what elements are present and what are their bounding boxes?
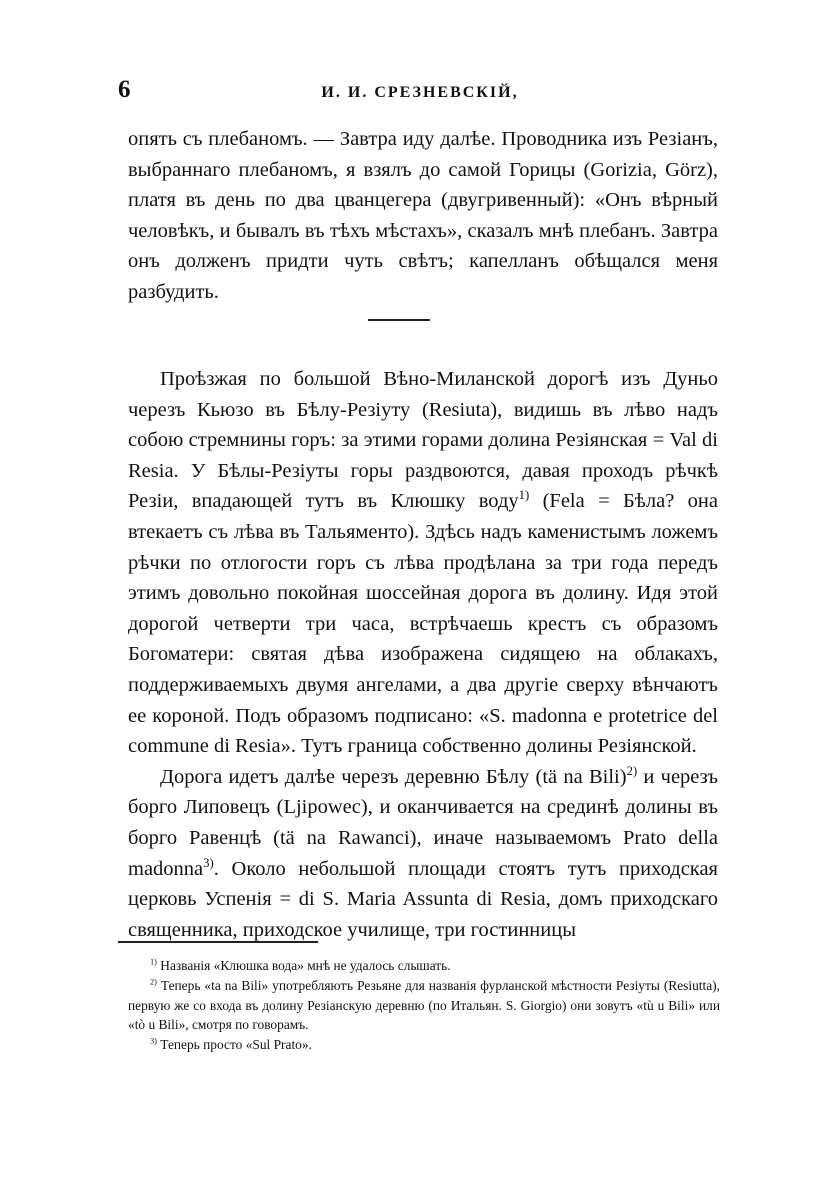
footnote-marker: 2) bbox=[150, 977, 157, 987]
footnote-marker: 3) bbox=[150, 1036, 157, 1046]
footnote-1 bbox=[128, 956, 720, 976]
section-continuation bbox=[128, 124, 718, 308]
paragraph-text: (Fela = Бѣла? она втекаетъ съ лѣва въ Тальяменто). Здѣсь надъ каменистымъ ложемъ рѣчки по отлогости горъ съ лѣва продѣлана за три года передъ этимъ довольно покойная шоссейная дорога въ долину. Идя этой дорогой четверти три часа, встрѣчаешь крестъ съ образомъ Богоматери: святая дѣва изображена сидящею на облакахъ, поддерживаемыхъ двумя ангелами, а два другіе сверху вѣнчаютъ ее короной. Подъ образомъ подписано: «S. madonna e protetrice del commune di Resia». Тутъ граница собственно долины Резіянской. bbox=[128, 490, 718, 758]
footnote-text: Названія «Клюшка вода» мнѣ не удалось слышать. bbox=[156, 958, 451, 973]
footnote-3 bbox=[128, 1035, 720, 1055]
running-head: И. И. СРЕЗНЕВСКІЙ, bbox=[321, 84, 519, 101]
footnote-marker: 1) bbox=[150, 957, 157, 967]
section-resia-valley bbox=[128, 364, 718, 945]
footnote-text: Теперь просто «Sul Prato». bbox=[156, 1037, 312, 1053]
paragraph-text: Проѣзжая по большой Вѣно-Миланской дорогѣ изъ Дуньо черезъ Кьюзо въ Бѣлу-Резіуту (Resiuta), видишь въ лѣво надъ собою стремнины горъ: за этими горами долина Резіянская = Val di Resia. У Бѣлы-Резіуты горы раздвоются, давая проходъ рѣчкѣ Резіи, впадающей тутъ въ Клюшку воду bbox=[128, 368, 718, 513]
paragraph-villages bbox=[128, 762, 718, 946]
paragraph-text: и черезъ борго Липовецъ (Ljipowec), и оканчивается на срединѣ долины въ борго Равенцѣ (tä na Rawanci), иначе называемомъ Prato della madonna bbox=[128, 765, 719, 880]
page-number: 6 bbox=[118, 76, 131, 103]
footnote-reference: 3) bbox=[203, 855, 214, 870]
footnote-reference: 1) bbox=[518, 488, 530, 503]
footnotes bbox=[128, 956, 720, 1055]
footnote-reference: 2) bbox=[626, 763, 638, 778]
footnote-2 bbox=[128, 976, 720, 1035]
paragraph-road-to-resia bbox=[128, 364, 718, 762]
footnote-divider bbox=[118, 941, 318, 943]
footnote-text: Теперь «ta na Bili» употребляютъ Резьяне для названія фурланской мѣстности Резіуты (Resiutta), первую же со входа въ долину Резіанскую деревню (по Итальян. S. Giorgio) они зовутъ «tù u Bili» или «tò u Bili», смотря по говорамъ. bbox=[128, 977, 720, 1033]
paragraph-text: Дорога идетъ далѣе черезъ деревню Бѣлу (tä na Bili) bbox=[160, 765, 627, 788]
paragraph-text: . Около небольшой площади стоятъ тутъ приходская церковь Успенія = di S. Maria Assunta di Resia, домъ приходскаго священника, приходское училище, три гостинницы bbox=[128, 857, 718, 941]
paragraph: опять съ плебаномъ. — Завтра иду далѣе. Проводника изъ Резіанъ, выбраннаго плебаномъ, я взялъ до самой Горицы (Gorizia, Görz), платя въ день по два цванцегера (двугривенный): «Онъ вѣрный человѣкъ, и бывалъ въ тѣхъ мѣстахъ», сказалъ мнѣ плебанъ. Завтра онъ долженъ придти чуть свѣтъ; капелланъ обѣщался меня разбудить. bbox=[128, 128, 718, 303]
section-divider bbox=[368, 319, 430, 321]
